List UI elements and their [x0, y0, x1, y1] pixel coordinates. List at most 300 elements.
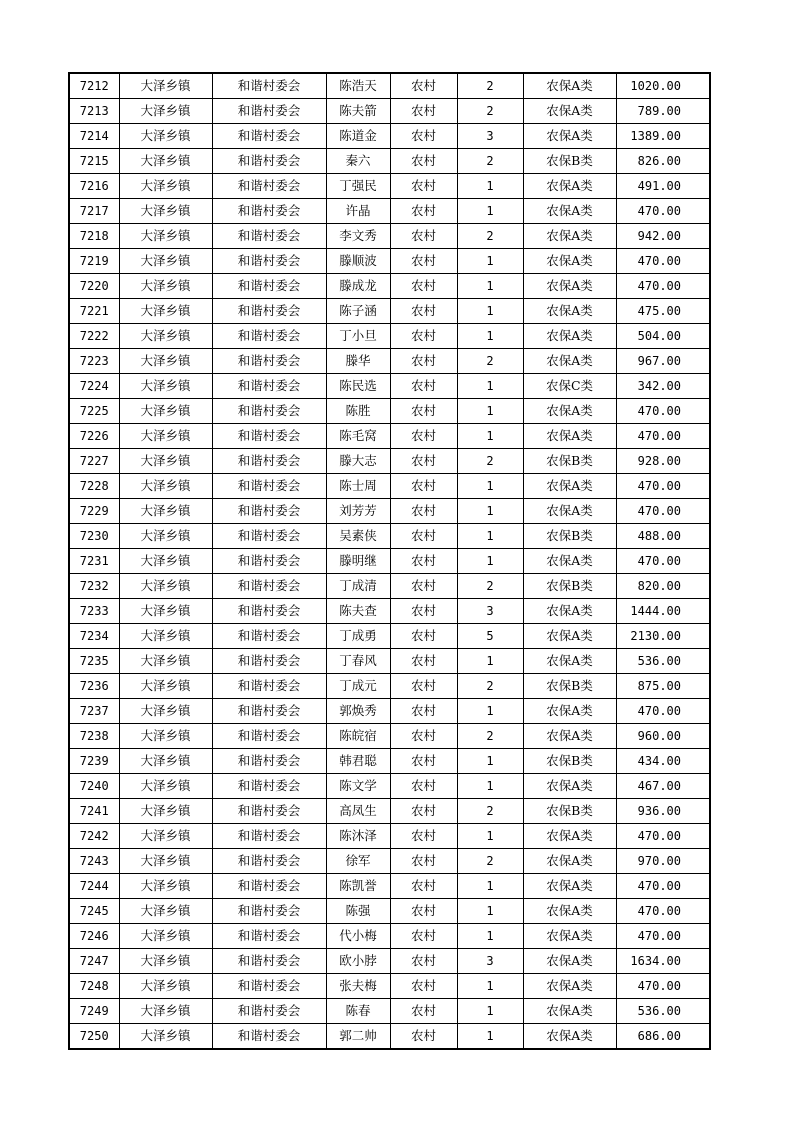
person-name-cell: 陈浩天 [326, 73, 390, 99]
record-id-cell: 7241 [69, 799, 119, 824]
village-committee-cell: 和谐村委会 [212, 774, 326, 799]
insurance-category-cell: 农保B类 [523, 524, 616, 549]
household-count-cell: 1 [457, 774, 523, 799]
insurance-category-cell: 农保B类 [523, 674, 616, 699]
amount-cell: 504.00 [616, 324, 710, 349]
village-committee-cell: 和谐村委会 [212, 524, 326, 549]
table-row [69, 549, 710, 574]
insurance-category-cell: 农保A类 [523, 499, 616, 524]
amount-cell: 1020.00 [616, 73, 710, 99]
village-committee-cell: 和谐村委会 [212, 899, 326, 924]
village-committee-cell: 和谐村委会 [212, 674, 326, 699]
village-committee-cell: 和谐村委会 [212, 499, 326, 524]
village-committee-cell: 和谐村委会 [212, 574, 326, 599]
record-id-cell: 7233 [69, 599, 119, 624]
insurance-category-cell: 农保A类 [523, 274, 616, 299]
area-type-cell: 农村 [390, 499, 457, 524]
township-cell: 大泽乡镇 [119, 399, 212, 424]
table-row [69, 849, 710, 874]
household-count-cell: 1 [457, 474, 523, 499]
area-type-cell: 农村 [390, 699, 457, 724]
township-cell: 大泽乡镇 [119, 274, 212, 299]
village-committee-cell: 和谐村委会 [212, 874, 326, 899]
table-row [69, 1024, 710, 1050]
person-name-cell: 陈民选 [326, 374, 390, 399]
amount-cell: 536.00 [616, 649, 710, 674]
village-committee-cell: 和谐村委会 [212, 73, 326, 99]
table-row [69, 774, 710, 799]
area-type-cell: 农村 [390, 224, 457, 249]
household-count-cell: 1 [457, 749, 523, 774]
area-type-cell: 农村 [390, 974, 457, 999]
village-committee-cell: 和谐村委会 [212, 549, 326, 574]
area-type-cell: 农村 [390, 824, 457, 849]
amount-cell: 470.00 [616, 824, 710, 849]
insurance-category-cell: 农保A类 [523, 73, 616, 99]
person-name-cell: 滕华 [326, 349, 390, 374]
household-count-cell: 1 [457, 199, 523, 224]
person-name-cell: 陈春 [326, 999, 390, 1024]
township-cell: 大泽乡镇 [119, 73, 212, 99]
area-type-cell: 农村 [390, 424, 457, 449]
record-id-cell: 7240 [69, 774, 119, 799]
table-row [69, 749, 710, 774]
amount-cell: 470.00 [616, 249, 710, 274]
insurance-category-cell: 农保A类 [523, 999, 616, 1024]
table-row [69, 174, 710, 199]
village-committee-cell: 和谐村委会 [212, 749, 326, 774]
area-type-cell: 农村 [390, 73, 457, 99]
village-committee-cell: 和谐村委会 [212, 724, 326, 749]
village-committee-cell: 和谐村委会 [212, 949, 326, 974]
table-row [69, 324, 710, 349]
person-name-cell: 滕大志 [326, 449, 390, 474]
table-row [69, 99, 710, 124]
record-id-cell: 7249 [69, 999, 119, 1024]
township-cell: 大泽乡镇 [119, 449, 212, 474]
person-name-cell: 陈胜 [326, 399, 390, 424]
household-count-cell: 1 [457, 174, 523, 199]
township-cell: 大泽乡镇 [119, 124, 212, 149]
insurance-category-cell: 农保A类 [523, 924, 616, 949]
household-count-cell: 2 [457, 99, 523, 124]
township-cell: 大泽乡镇 [119, 499, 212, 524]
area-type-cell: 农村 [390, 524, 457, 549]
household-count-cell: 3 [457, 599, 523, 624]
village-committee-cell: 和谐村委会 [212, 349, 326, 374]
person-name-cell: 郭二帅 [326, 1024, 390, 1050]
insurance-category-cell: 农保A类 [523, 899, 616, 924]
insurance-category-cell: 农保A类 [523, 1024, 616, 1050]
record-id-cell: 7213 [69, 99, 119, 124]
table-row [69, 599, 710, 624]
insurance-category-cell: 农保A类 [523, 299, 616, 324]
table-row [69, 949, 710, 974]
area-type-cell: 农村 [390, 399, 457, 424]
person-name-cell: 徐军 [326, 849, 390, 874]
area-type-cell: 农村 [390, 599, 457, 624]
village-committee-cell: 和谐村委会 [212, 224, 326, 249]
table-row [69, 474, 710, 499]
area-type-cell: 农村 [390, 274, 457, 299]
record-id-cell: 7226 [69, 424, 119, 449]
table-row [69, 524, 710, 549]
township-cell: 大泽乡镇 [119, 699, 212, 724]
amount-cell: 491.00 [616, 174, 710, 199]
amount-cell: 467.00 [616, 774, 710, 799]
area-type-cell: 农村 [390, 624, 457, 649]
table-row [69, 624, 710, 649]
table-row [69, 649, 710, 674]
township-cell: 大泽乡镇 [119, 149, 212, 174]
household-count-cell: 3 [457, 949, 523, 974]
table-row [69, 249, 710, 274]
household-count-cell: 2 [457, 149, 523, 174]
insurance-category-cell: 农保A类 [523, 649, 616, 674]
area-type-cell: 农村 [390, 649, 457, 674]
table-row [69, 449, 710, 474]
township-cell: 大泽乡镇 [119, 674, 212, 699]
area-type-cell: 农村 [390, 324, 457, 349]
record-id-cell: 7224 [69, 374, 119, 399]
person-name-cell: 张夫梅 [326, 974, 390, 999]
amount-cell: 470.00 [616, 199, 710, 224]
record-id-cell: 7219 [69, 249, 119, 274]
amount-cell: 826.00 [616, 149, 710, 174]
table-row [69, 349, 710, 374]
insurance-category-cell: 农保A类 [523, 874, 616, 899]
township-cell: 大泽乡镇 [119, 874, 212, 899]
village-committee-cell: 和谐村委会 [212, 599, 326, 624]
area-type-cell: 农村 [390, 924, 457, 949]
household-count-cell: 1 [457, 899, 523, 924]
household-count-cell: 1 [457, 249, 523, 274]
person-name-cell: 丁小旦 [326, 324, 390, 349]
table-row [69, 699, 710, 724]
village-committee-cell: 和谐村委会 [212, 699, 326, 724]
household-count-cell: 1 [457, 499, 523, 524]
person-name-cell: 刘芳芳 [326, 499, 390, 524]
amount-cell: 960.00 [616, 724, 710, 749]
record-id-cell: 7227 [69, 449, 119, 474]
amount-cell: 536.00 [616, 999, 710, 1024]
township-cell: 大泽乡镇 [119, 799, 212, 824]
record-id-cell: 7245 [69, 899, 119, 924]
insurance-category-cell: 农保A类 [523, 724, 616, 749]
amount-cell: 942.00 [616, 224, 710, 249]
household-count-cell: 1 [457, 274, 523, 299]
person-name-cell: 滕明继 [326, 549, 390, 574]
person-name-cell: 高凤生 [326, 799, 390, 824]
amount-cell: 1444.00 [616, 599, 710, 624]
record-id-cell: 7222 [69, 324, 119, 349]
table-row [69, 674, 710, 699]
amount-cell: 470.00 [616, 424, 710, 449]
amount-cell: 820.00 [616, 574, 710, 599]
person-name-cell: 秦六 [326, 149, 390, 174]
person-name-cell: 丁成勇 [326, 624, 390, 649]
table-row [69, 974, 710, 999]
person-name-cell: 陈沐泽 [326, 824, 390, 849]
amount-cell: 470.00 [616, 874, 710, 899]
insurance-category-cell: 农保A类 [523, 624, 616, 649]
village-committee-cell: 和谐村委会 [212, 249, 326, 274]
amount-cell: 470.00 [616, 549, 710, 574]
table-row [69, 799, 710, 824]
township-cell: 大泽乡镇 [119, 199, 212, 224]
township-cell: 大泽乡镇 [119, 774, 212, 799]
amount-cell: 2130.00 [616, 624, 710, 649]
township-cell: 大泽乡镇 [119, 824, 212, 849]
area-type-cell: 农村 [390, 899, 457, 924]
household-count-cell: 2 [457, 849, 523, 874]
insurance-category-cell: 农保A类 [523, 774, 616, 799]
person-name-cell: 陈皖宿 [326, 724, 390, 749]
township-cell: 大泽乡镇 [119, 924, 212, 949]
village-committee-cell: 和谐村委会 [212, 124, 326, 149]
amount-cell: 1634.00 [616, 949, 710, 974]
township-cell: 大泽乡镇 [119, 599, 212, 624]
area-type-cell: 农村 [390, 349, 457, 374]
township-cell: 大泽乡镇 [119, 624, 212, 649]
household-count-cell: 2 [457, 73, 523, 99]
household-count-cell: 2 [457, 574, 523, 599]
area-type-cell: 农村 [390, 99, 457, 124]
person-name-cell: 代小梅 [326, 924, 390, 949]
household-count-cell: 1 [457, 699, 523, 724]
insurance-category-cell: 农保A类 [523, 399, 616, 424]
township-cell: 大泽乡镇 [119, 724, 212, 749]
record-id-cell: 7229 [69, 499, 119, 524]
person-name-cell: 李文秀 [326, 224, 390, 249]
village-committee-cell: 和谐村委会 [212, 999, 326, 1024]
table-row [69, 299, 710, 324]
amount-cell: 470.00 [616, 499, 710, 524]
township-cell: 大泽乡镇 [119, 999, 212, 1024]
township-cell: 大泽乡镇 [119, 849, 212, 874]
amount-cell: 967.00 [616, 349, 710, 374]
household-count-cell: 1 [457, 549, 523, 574]
table-row [69, 724, 710, 749]
household-count-cell: 2 [457, 724, 523, 749]
household-count-cell: 5 [457, 624, 523, 649]
township-cell: 大泽乡镇 [119, 524, 212, 549]
household-count-cell: 1 [457, 924, 523, 949]
person-name-cell: 欧小脖 [326, 949, 390, 974]
village-committee-cell: 和谐村委会 [212, 99, 326, 124]
table-row [69, 124, 710, 149]
person-name-cell: 陈夫箭 [326, 99, 390, 124]
township-cell: 大泽乡镇 [119, 374, 212, 399]
area-type-cell: 农村 [390, 149, 457, 174]
person-name-cell: 陈文学 [326, 774, 390, 799]
record-id-cell: 7237 [69, 699, 119, 724]
village-committee-cell: 和谐村委会 [212, 624, 326, 649]
amount-cell: 470.00 [616, 274, 710, 299]
record-id-cell: 7235 [69, 649, 119, 674]
table-row [69, 424, 710, 449]
area-type-cell: 农村 [390, 999, 457, 1024]
record-id-cell: 7221 [69, 299, 119, 324]
township-cell: 大泽乡镇 [119, 249, 212, 274]
household-count-cell: 2 [457, 349, 523, 374]
township-cell: 大泽乡镇 [119, 474, 212, 499]
roster-table [68, 72, 711, 1050]
record-id-cell: 7239 [69, 749, 119, 774]
area-type-cell: 农村 [390, 549, 457, 574]
record-id-cell: 7250 [69, 1024, 119, 1050]
record-id-cell: 7232 [69, 574, 119, 599]
table-row [69, 874, 710, 899]
record-id-cell: 7220 [69, 274, 119, 299]
township-cell: 大泽乡镇 [119, 99, 212, 124]
area-type-cell: 农村 [390, 799, 457, 824]
insurance-category-cell: 农保A类 [523, 824, 616, 849]
record-id-cell: 7242 [69, 824, 119, 849]
household-count-cell: 1 [457, 874, 523, 899]
record-id-cell: 7230 [69, 524, 119, 549]
amount-cell: 488.00 [616, 524, 710, 549]
record-id-cell: 7243 [69, 849, 119, 874]
township-cell: 大泽乡镇 [119, 174, 212, 199]
township-cell: 大泽乡镇 [119, 424, 212, 449]
amount-cell: 1389.00 [616, 124, 710, 149]
village-committee-cell: 和谐村委会 [212, 924, 326, 949]
insurance-category-cell: 农保A类 [523, 599, 616, 624]
table-row [69, 899, 710, 924]
insurance-category-cell: 农保A类 [523, 699, 616, 724]
record-id-cell: 7236 [69, 674, 119, 699]
household-count-cell: 1 [457, 1024, 523, 1050]
household-count-cell: 1 [457, 824, 523, 849]
area-type-cell: 农村 [390, 374, 457, 399]
insurance-category-cell: 农保B类 [523, 799, 616, 824]
person-name-cell: 许晶 [326, 199, 390, 224]
table-row [69, 574, 710, 599]
amount-cell: 342.00 [616, 374, 710, 399]
village-committee-cell: 和谐村委会 [212, 374, 326, 399]
person-name-cell: 陈夫查 [326, 599, 390, 624]
area-type-cell: 农村 [390, 124, 457, 149]
area-type-cell: 农村 [390, 249, 457, 274]
township-cell: 大泽乡镇 [119, 974, 212, 999]
insurance-category-cell: 农保A类 [523, 249, 616, 274]
record-id-cell: 7215 [69, 149, 119, 174]
area-type-cell: 农村 [390, 849, 457, 874]
village-committee-cell: 和谐村委会 [212, 474, 326, 499]
village-committee-cell: 和谐村委会 [212, 649, 326, 674]
record-id-cell: 7244 [69, 874, 119, 899]
village-committee-cell: 和谐村委会 [212, 849, 326, 874]
household-count-cell: 1 [457, 399, 523, 424]
person-name-cell: 丁春风 [326, 649, 390, 674]
township-cell: 大泽乡镇 [119, 649, 212, 674]
record-id-cell: 7228 [69, 474, 119, 499]
insurance-category-cell: 农保A类 [523, 349, 616, 374]
insurance-category-cell: 农保C类 [523, 374, 616, 399]
insurance-category-cell: 农保A类 [523, 99, 616, 124]
insurance-category-cell: 农保A类 [523, 949, 616, 974]
village-committee-cell: 和谐村委会 [212, 1024, 326, 1050]
amount-cell: 470.00 [616, 899, 710, 924]
record-id-cell: 7248 [69, 974, 119, 999]
person-name-cell: 韩君聪 [326, 749, 390, 774]
insurance-category-cell: 农保A类 [523, 424, 616, 449]
insurance-category-cell: 农保A类 [523, 174, 616, 199]
insurance-category-cell: 农保A类 [523, 549, 616, 574]
record-id-cell: 7217 [69, 199, 119, 224]
insurance-category-cell: 农保B类 [523, 749, 616, 774]
township-cell: 大泽乡镇 [119, 299, 212, 324]
insurance-category-cell: 农保A类 [523, 124, 616, 149]
amount-cell: 789.00 [616, 99, 710, 124]
amount-cell: 470.00 [616, 699, 710, 724]
household-count-cell: 2 [457, 224, 523, 249]
area-type-cell: 农村 [390, 574, 457, 599]
township-cell: 大泽乡镇 [119, 949, 212, 974]
area-type-cell: 农村 [390, 774, 457, 799]
insurance-category-cell: 农保A类 [523, 474, 616, 499]
village-committee-cell: 和谐村委会 [212, 324, 326, 349]
household-count-cell: 3 [457, 124, 523, 149]
township-cell: 大泽乡镇 [119, 574, 212, 599]
record-id-cell: 7246 [69, 924, 119, 949]
table-row [69, 999, 710, 1024]
insurance-category-cell: 农保B类 [523, 574, 616, 599]
township-cell: 大泽乡镇 [119, 324, 212, 349]
township-cell: 大泽乡镇 [119, 899, 212, 924]
person-name-cell: 滕顺波 [326, 249, 390, 274]
person-name-cell: 丁强民 [326, 174, 390, 199]
amount-cell: 470.00 [616, 974, 710, 999]
record-id-cell: 7214 [69, 124, 119, 149]
insurance-category-cell: 农保A类 [523, 974, 616, 999]
insurance-category-cell: 农保A类 [523, 199, 616, 224]
amount-cell: 875.00 [616, 674, 710, 699]
person-name-cell: 陈子涵 [326, 299, 390, 324]
area-type-cell: 农村 [390, 449, 457, 474]
area-type-cell: 农村 [390, 724, 457, 749]
person-name-cell: 滕成龙 [326, 274, 390, 299]
person-name-cell: 陈凯誉 [326, 874, 390, 899]
village-committee-cell: 和谐村委会 [212, 274, 326, 299]
record-id-cell: 7231 [69, 549, 119, 574]
household-count-cell: 2 [457, 799, 523, 824]
record-id-cell: 7216 [69, 174, 119, 199]
township-cell: 大泽乡镇 [119, 749, 212, 774]
table-row [69, 199, 710, 224]
area-type-cell: 农村 [390, 949, 457, 974]
township-cell: 大泽乡镇 [119, 1024, 212, 1050]
amount-cell: 434.00 [616, 749, 710, 774]
area-type-cell: 农村 [390, 749, 457, 774]
area-type-cell: 农村 [390, 174, 457, 199]
amount-cell: 936.00 [616, 799, 710, 824]
village-committee-cell: 和谐村委会 [212, 174, 326, 199]
village-committee-cell: 和谐村委会 [212, 449, 326, 474]
township-cell: 大泽乡镇 [119, 224, 212, 249]
area-type-cell: 农村 [390, 299, 457, 324]
area-type-cell: 农村 [390, 199, 457, 224]
township-cell: 大泽乡镇 [119, 549, 212, 574]
household-count-cell: 1 [457, 324, 523, 349]
person-name-cell: 丁成清 [326, 574, 390, 599]
household-count-cell: 1 [457, 999, 523, 1024]
table-row [69, 499, 710, 524]
amount-cell: 686.00 [616, 1024, 710, 1050]
village-committee-cell: 和谐村委会 [212, 799, 326, 824]
table-row [69, 73, 710, 99]
